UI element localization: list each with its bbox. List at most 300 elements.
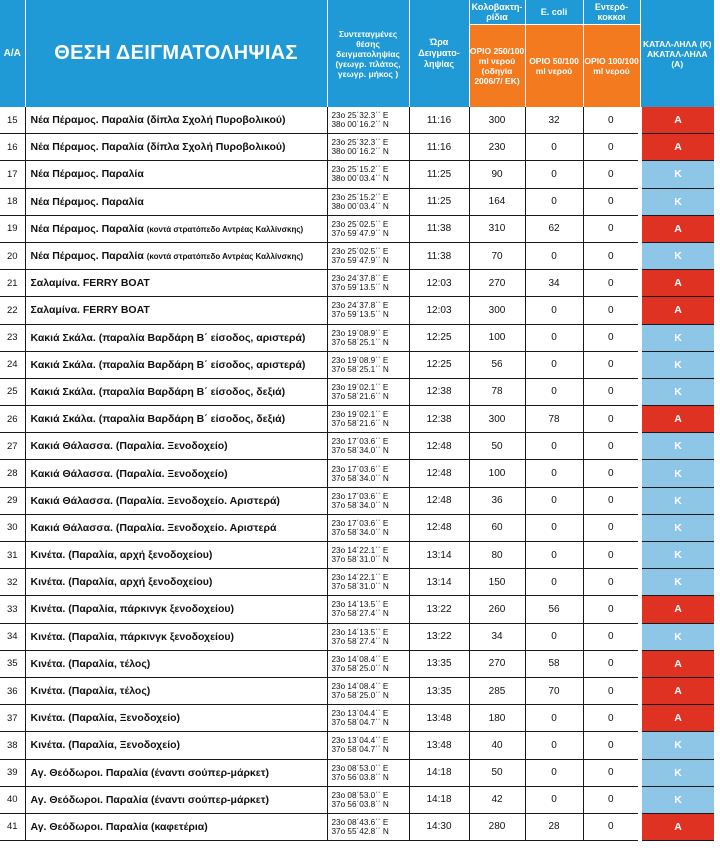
row-number: 25 — [0, 378, 25, 405]
suitability-badge: A — [640, 107, 714, 134]
enterococci-value: 0 — [583, 351, 640, 378]
coliform-value: 280 — [469, 813, 525, 840]
location-name: Κακιά Σκάλα. (παραλία Βαρδάρη Β΄ είσοδος, αριστερά) — [30, 331, 306, 344]
coliform-value: 56 — [469, 351, 525, 378]
row-number: 26 — [0, 406, 25, 433]
ecoli-value: 0 — [525, 514, 583, 541]
row-number: 24 — [0, 351, 25, 378]
latitude-north: 37o 59΄13.5΄΄ N — [331, 310, 389, 320]
suitability-badge: K — [640, 514, 714, 541]
location-name: Κακιά Θάλασσα. (Παραλία. Ξενοδοχείο) — [30, 467, 228, 480]
location-name: Νέα Πέραμος. Παραλία — [30, 222, 144, 235]
suitability-badge: K — [640, 351, 714, 378]
coliform-value: 50 — [469, 759, 525, 786]
latitude-north: 37o 58΄04.7΄΄ N — [331, 718, 389, 728]
enterococci-value: 0 — [583, 270, 640, 297]
enterococci-value: 0 — [583, 514, 640, 541]
coordinates-cell — [327, 378, 409, 405]
header-coliform: Κολοβακτη-ρίδια — [469, 0, 525, 25]
sampling-time: 11:25 — [409, 161, 469, 188]
enterococci-value: 0 — [583, 161, 640, 188]
sampling-time: 13:14 — [409, 542, 469, 569]
enterococci-value: 0 — [583, 378, 640, 405]
location-cell — [25, 650, 327, 677]
ecoli-value: 0 — [525, 433, 583, 460]
coliform-value: 90 — [469, 161, 525, 188]
longitude-east: 23o 24΄37.8΄΄ E — [331, 274, 389, 284]
enterococci-value: 0 — [583, 569, 640, 596]
enterococci-value: 0 — [583, 107, 640, 134]
enterococci-value: 0 — [583, 433, 640, 460]
location-cell — [25, 514, 327, 541]
sampling-time: 14:30 — [409, 813, 469, 840]
sampling-time: 13:35 — [409, 650, 469, 677]
table-row — [0, 487, 714, 514]
enterococci-value: 0 — [583, 813, 640, 840]
row-number: 40 — [0, 786, 25, 813]
header-aa: Α/Α — [0, 0, 25, 107]
location-cell — [25, 732, 327, 759]
row-number: 30 — [0, 514, 25, 541]
ecoli-value: 58 — [525, 650, 583, 677]
ecoli-value: 0 — [525, 351, 583, 378]
coordinates-cell — [327, 596, 409, 623]
location-name: Κινέτα. (Παραλία, τέλος) — [30, 657, 151, 670]
suitability-badge: K — [640, 759, 714, 786]
location-cell — [25, 134, 327, 161]
location-cell — [25, 107, 327, 134]
enterococci-value: 0 — [583, 759, 640, 786]
row-number: 22 — [0, 297, 25, 324]
coliform-value: 100 — [469, 324, 525, 351]
location-cell — [25, 786, 327, 813]
row-number: 34 — [0, 623, 25, 650]
sampling-time: 11:25 — [409, 188, 469, 215]
ecoli-value: 0 — [525, 786, 583, 813]
table-row — [0, 161, 714, 188]
location-name: Κακιά Θάλασσα. (Παραλία. Ξενοδοχείο. Αριστερά — [30, 521, 277, 534]
location-note: (κοντά στρατόπεδο Αντρέας Καλλίνσκης) — [146, 252, 304, 262]
row-number: 23 — [0, 324, 25, 351]
suitability-badge: A — [640, 705, 714, 732]
coordinates-cell — [327, 569, 409, 596]
enterococci-value: 0 — [583, 188, 640, 215]
location-name: Κακιά Θάλασσα. (Παραλία. Ξενοδοχείο. Αριστερά) — [30, 494, 280, 507]
latitude-north: 37o 58΄34.0΄΄ N — [331, 446, 389, 456]
latitude-north: 38o 00΄03.4΄΄ N — [331, 174, 389, 184]
location-cell — [25, 813, 327, 840]
row-number: 16 — [0, 134, 25, 161]
longitude-east: 23o 25΄02.5΄΄ E — [331, 247, 389, 257]
ecoli-value: 0 — [525, 134, 583, 161]
header-coordinates: Συντεταγμένες θέσης δειγματοληψίας (γεωγρ. πλάτος, γεωγρ. μήκος ) — [327, 0, 409, 107]
sampling-time: 12:03 — [409, 297, 469, 324]
latitude-north: 37o 58΄31.0΄΄ N — [331, 555, 389, 565]
row-number: 37 — [0, 705, 25, 732]
longitude-east: 23o 08΄43.6΄΄ E — [331, 817, 389, 827]
row-number: 31 — [0, 542, 25, 569]
latitude-north: 37o 59΄47.9΄΄ N — [331, 256, 389, 266]
location-cell — [25, 433, 327, 460]
enterococci-value: 0 — [583, 487, 640, 514]
row-number: 19 — [0, 215, 25, 242]
coordinates-cell — [327, 460, 409, 487]
table-row — [0, 215, 714, 242]
coordinates-cell — [327, 107, 409, 134]
header-enterococci-limit: ΟΡΙΟ 100/100 ml νερού — [583, 25, 640, 108]
location-name: Νέα Πέραμος. Παραλία — [30, 250, 144, 263]
row-number: 27 — [0, 433, 25, 460]
table-row — [0, 705, 714, 732]
location-name: Κινέτα. (Παραλία, πάρκινγκ ξενοδοχείου) — [30, 603, 234, 616]
location-name: Νέα Πέραμος. Παραλία (δίπλα Σχολή Πυροβολικού) — [30, 114, 286, 127]
coordinates-cell — [327, 732, 409, 759]
coliform-value: 260 — [469, 596, 525, 623]
enterococci-value: 0 — [583, 324, 640, 351]
location-name: Κινέτα. (Παραλία, τέλος) — [30, 685, 151, 698]
enterococci-value: 0 — [583, 650, 640, 677]
coordinates-cell — [327, 514, 409, 541]
sampling-time: 13:22 — [409, 596, 469, 623]
suitability-badge: K — [640, 242, 714, 269]
row-number: 28 — [0, 460, 25, 487]
location-name: Κακιά Θάλασσα. (Παραλία. Ξενοδοχείο) — [30, 440, 228, 453]
location-cell — [25, 542, 327, 569]
location-cell — [25, 460, 327, 487]
coliform-value: 78 — [469, 378, 525, 405]
latitude-north: 37o 58΄25.1΄΄ N — [331, 337, 389, 347]
coliform-value: 50 — [469, 433, 525, 460]
table-row — [0, 188, 714, 215]
location-cell — [25, 596, 327, 623]
row-number: 15 — [0, 107, 25, 134]
location-name: Σαλαμίνα. FERRY BOAT — [30, 304, 150, 317]
latitude-north: 37o 56΄03.8΄΄ N — [331, 772, 389, 782]
ecoli-value: 32 — [525, 107, 583, 134]
enterococci-value: 0 — [583, 297, 640, 324]
longitude-east: 23o 17΄03.6΄΄ E — [331, 491, 389, 501]
latitude-north: 37o 58΄25.1΄΄ N — [331, 364, 389, 374]
location-name: Κινέτα. (Παραλία, αρχή ξενοδοχείου) — [30, 549, 213, 562]
ecoli-value: 56 — [525, 596, 583, 623]
latitude-north: 38o 00΄03.4΄΄ N — [331, 201, 389, 211]
ecoli-value: 0 — [525, 242, 583, 269]
longitude-east: 23o 19΄08.9΄΄ E — [331, 355, 389, 365]
ecoli-value: 0 — [525, 188, 583, 215]
ecoli-value: 0 — [525, 297, 583, 324]
table-row — [0, 378, 714, 405]
suitability-badge: K — [640, 569, 714, 596]
location-name: Αγ. Θεόδωροι. Παραλία (έναντι σούπερ-μάρκετ) — [30, 766, 269, 779]
longitude-east: 23o 14΄13.5΄΄ E — [331, 600, 389, 610]
longitude-east: 23o 14΄22.1΄΄ E — [331, 573, 389, 583]
latitude-north: 37o 58΄31.0΄΄ N — [331, 582, 389, 592]
enterococci-value: 0 — [583, 460, 640, 487]
coordinates-cell — [327, 650, 409, 677]
coordinates-cell — [327, 297, 409, 324]
suitability-badge: A — [640, 134, 714, 161]
location-cell — [25, 487, 327, 514]
suitability-badge: K — [640, 487, 714, 514]
location-name: Κακιά Σκάλα. (παραλία Βαρδάρη Β΄ είσοδος, δεξιά) — [30, 385, 286, 398]
row-number: 20 — [0, 242, 25, 269]
coordinates-cell — [327, 813, 409, 840]
enterococci-value: 0 — [583, 732, 640, 759]
enterococci-value: 0 — [583, 406, 640, 433]
sampling-time: 12:25 — [409, 324, 469, 351]
location-cell — [25, 324, 327, 351]
location-cell — [25, 623, 327, 650]
location-cell — [25, 677, 327, 704]
row-number: 39 — [0, 759, 25, 786]
table-row — [0, 270, 714, 297]
coordinates-cell — [327, 242, 409, 269]
suitability-badge: A — [640, 215, 714, 242]
longitude-east: 23o 19΄02.1΄΄ E — [331, 382, 389, 392]
longitude-east: 23o 14΄08.4΄΄ E — [331, 654, 389, 664]
table-row — [0, 460, 714, 487]
sampling-time: 14:18 — [409, 759, 469, 786]
header-location: ΘΕΣΗ ΔΕΙΓΜΑΤΟΛΗΨΙΑΣ — [25, 0, 327, 107]
location-cell — [25, 406, 327, 433]
longitude-east: 23o 14΄13.5΄΄ E — [331, 627, 389, 637]
latitude-north: 37o 58΄34.0΄΄ N — [331, 500, 389, 510]
sampling-time: 12:48 — [409, 460, 469, 487]
sampling-time: 12:03 — [409, 270, 469, 297]
coliform-value: 300 — [469, 107, 525, 134]
sampling-time: 11:38 — [409, 215, 469, 242]
longitude-east: 23o 17΄03.6΄΄ E — [331, 518, 389, 528]
header-enterococci: Εντερό-κοκκοι — [583, 0, 640, 25]
sampling-time: 13:14 — [409, 569, 469, 596]
enterococci-value: 0 — [583, 542, 640, 569]
row-number: 21 — [0, 270, 25, 297]
longitude-east: 23o 14΄22.1΄΄ E — [331, 546, 389, 556]
latitude-north: 37o 59΄13.5΄΄ N — [331, 283, 389, 293]
suitability-badge: K — [640, 786, 714, 813]
ecoli-value: 0 — [525, 161, 583, 188]
sampling-time: 13:22 — [409, 623, 469, 650]
latitude-north: 37o 58΄04.7΄΄ N — [331, 745, 389, 755]
latitude-north: 37o 58΄27.4΄΄ N — [331, 636, 389, 646]
table-row — [0, 732, 714, 759]
location-name: Αγ. Θεόδωροι. Παραλία (καφετέρια) — [30, 820, 208, 833]
location-name: Νέα Πέραμος. Παραλία — [30, 195, 144, 208]
latitude-north: 38o 00΄16.2΄΄ N — [331, 147, 389, 157]
coliform-value: 270 — [469, 650, 525, 677]
coliform-value: 40 — [469, 732, 525, 759]
latitude-north: 38o 00΄16.2΄΄ N — [331, 120, 389, 130]
coordinates-cell — [327, 487, 409, 514]
header-sampling-time: Ώρα Δειγματο-ληψίας — [409, 0, 469, 107]
row-number: 35 — [0, 650, 25, 677]
location-name: Κινέτα. (Παραλία, Ξενοδοχείο) — [30, 739, 181, 752]
longitude-east: 23o 17΄03.6΄΄ E — [331, 464, 389, 474]
table-row — [0, 351, 714, 378]
ecoli-value: 70 — [525, 677, 583, 704]
coordinates-cell — [327, 623, 409, 650]
coordinates-cell — [327, 677, 409, 704]
suitability-badge: K — [640, 732, 714, 759]
longitude-east: 23o 19΄02.1΄΄ E — [331, 410, 389, 420]
ecoli-value: 34 — [525, 270, 583, 297]
location-name: Κινέτα. (Παραλία, πάρκινγκ ξενοδοχείου) — [30, 630, 234, 643]
suitability-badge: K — [640, 623, 714, 650]
coordinates-cell — [327, 542, 409, 569]
table-body — [0, 107, 714, 841]
header-ecoli: E. coli — [525, 0, 583, 25]
sampling-time: 12:38 — [409, 378, 469, 405]
ecoli-value: 0 — [525, 324, 583, 351]
longitude-east: 23o 14΄08.4΄΄ E — [331, 682, 389, 692]
table-row — [0, 297, 714, 324]
latitude-north: 37o 58΄34.0΄΄ N — [331, 473, 389, 483]
table-row — [0, 813, 714, 840]
coordinates-cell — [327, 406, 409, 433]
coliform-value: 180 — [469, 705, 525, 732]
suitability-badge: K — [640, 460, 714, 487]
suitability-badge: A — [640, 650, 714, 677]
location-cell — [25, 378, 327, 405]
location-cell — [25, 270, 327, 297]
suitability-badge: K — [640, 188, 714, 215]
latitude-north: 37o 58΄25.0΄΄ N — [331, 663, 389, 673]
sampling-time: 14:18 — [409, 786, 469, 813]
sampling-time: 12:48 — [409, 514, 469, 541]
row-number: 32 — [0, 569, 25, 596]
location-cell — [25, 351, 327, 378]
ecoli-value: 0 — [525, 378, 583, 405]
ecoli-value: 0 — [525, 705, 583, 732]
coliform-value: 164 — [469, 188, 525, 215]
header-coliform-limit: ΟΡΙΟ 250/100 ml νερού (οδηγία 2006/7/ ΕΚ) — [469, 25, 525, 108]
row-number: 17 — [0, 161, 25, 188]
sampling-time: 12:25 — [409, 351, 469, 378]
longitude-east: 23o 25΄15.2΄΄ E — [331, 165, 389, 175]
header-result: ΚΑΤΑΛ-ΛΗΛΑ (Κ) ΑΚΑΤΑΛ-ΛΗΛΑ (Α) — [640, 0, 714, 107]
enterococci-value: 0 — [583, 786, 640, 813]
suitability-badge: K — [640, 378, 714, 405]
table-row — [0, 650, 714, 677]
table-row — [0, 406, 714, 433]
location-name: Αγ. Θεόδωροι. Παραλία (έναντι σούπερ-μάρκετ) — [30, 793, 269, 806]
row-number: 38 — [0, 732, 25, 759]
location-name: Κακιά Σκάλα. (παραλία Βαρδάρη Β΄ είσοδος, αριστερά) — [30, 358, 306, 371]
coliform-value: 300 — [469, 297, 525, 324]
location-cell — [25, 759, 327, 786]
coordinates-cell — [327, 161, 409, 188]
enterococci-value: 0 — [583, 596, 640, 623]
coliform-value: 230 — [469, 134, 525, 161]
sampling-time: 12:48 — [409, 487, 469, 514]
coliform-value: 310 — [469, 215, 525, 242]
latitude-north: 37o 58΄27.4΄΄ N — [331, 609, 389, 619]
location-cell — [25, 569, 327, 596]
table-row — [0, 514, 714, 541]
row-number: 41 — [0, 813, 25, 840]
coliform-value: 36 — [469, 487, 525, 514]
sampling-time: 13:35 — [409, 677, 469, 704]
ecoli-value: 0 — [525, 487, 583, 514]
longitude-east: 23o 13΄04.4΄΄ E — [331, 709, 389, 719]
location-name: Νέα Πέραμος. Παραλία (δίπλα Σχολή Πυροβολικού) — [30, 141, 286, 154]
latitude-north: 37o 58΄34.0΄΄ N — [331, 527, 389, 537]
table-row — [0, 242, 714, 269]
ecoli-value: 0 — [525, 759, 583, 786]
row-number: 29 — [0, 487, 25, 514]
ecoli-value: 28 — [525, 813, 583, 840]
longitude-east: 23o 25΄32.3΄΄ E — [331, 138, 389, 148]
location-cell — [25, 242, 327, 269]
location-name: Κινέτα. (Παραλία, αρχή ξενοδοχείου) — [30, 576, 213, 589]
ecoli-value: 0 — [525, 732, 583, 759]
table-row — [0, 786, 714, 813]
ecoli-value: 0 — [525, 542, 583, 569]
longitude-east: 23o 17΄03.6΄΄ E — [331, 437, 389, 447]
coordinates-cell — [327, 324, 409, 351]
sampling-time: 11:16 — [409, 107, 469, 134]
table-row — [0, 542, 714, 569]
location-cell — [25, 161, 327, 188]
table-row — [0, 569, 714, 596]
row-number: 33 — [0, 596, 25, 623]
location-cell — [25, 297, 327, 324]
ecoli-value: 0 — [525, 623, 583, 650]
latitude-north: 37o 58΄21.6΄΄ N — [331, 391, 389, 401]
table-header — [0, 0, 714, 107]
coordinates-cell — [327, 188, 409, 215]
enterococci-value: 0 — [583, 215, 640, 242]
coliform-value: 80 — [469, 542, 525, 569]
table-row — [0, 324, 714, 351]
ecoli-value: 0 — [525, 569, 583, 596]
suitability-badge: K — [640, 433, 714, 460]
suitability-badge: A — [640, 406, 714, 433]
longitude-east: 23o 25΄32.3΄΄ E — [331, 111, 389, 121]
suitability-badge: K — [640, 161, 714, 188]
suitability-badge: K — [640, 324, 714, 351]
location-name: Κινέτα. (Παραλία, Ξενοδοχείο) — [30, 712, 181, 725]
sampling-time: 13:48 — [409, 732, 469, 759]
sampling-time: 13:48 — [409, 705, 469, 732]
table-row — [0, 759, 714, 786]
latitude-north: 37o 56΄03.8΄΄ N — [331, 799, 389, 809]
sampling-time: 12:48 — [409, 433, 469, 460]
coliform-value: 150 — [469, 569, 525, 596]
coordinates-cell — [327, 759, 409, 786]
table-row — [0, 107, 714, 134]
longitude-east: 23o 08΄53.0΄΄ E — [331, 763, 389, 773]
table-row — [0, 433, 714, 460]
coliform-value: 70 — [469, 242, 525, 269]
location-cell — [25, 705, 327, 732]
coliform-value: 285 — [469, 677, 525, 704]
suitability-badge: A — [640, 270, 714, 297]
table-row — [0, 134, 714, 161]
suitability-badge: A — [640, 813, 714, 840]
location-name: Σαλαμίνα. FERRY BOAT — [30, 277, 150, 290]
coordinates-cell — [327, 705, 409, 732]
coliform-value: 300 — [469, 406, 525, 433]
suitability-badge: A — [640, 297, 714, 324]
longitude-east: 23o 25΄02.5΄΄ E — [331, 219, 389, 229]
coordinates-cell — [327, 134, 409, 161]
coliform-value: 270 — [469, 270, 525, 297]
table-row — [0, 623, 714, 650]
table-row — [0, 677, 714, 704]
header-ecoli-limit: ΟΡΙΟ 50/100 ml νερού — [525, 25, 583, 108]
longitude-east: 23o 24΄37.8΄΄ E — [331, 301, 389, 311]
